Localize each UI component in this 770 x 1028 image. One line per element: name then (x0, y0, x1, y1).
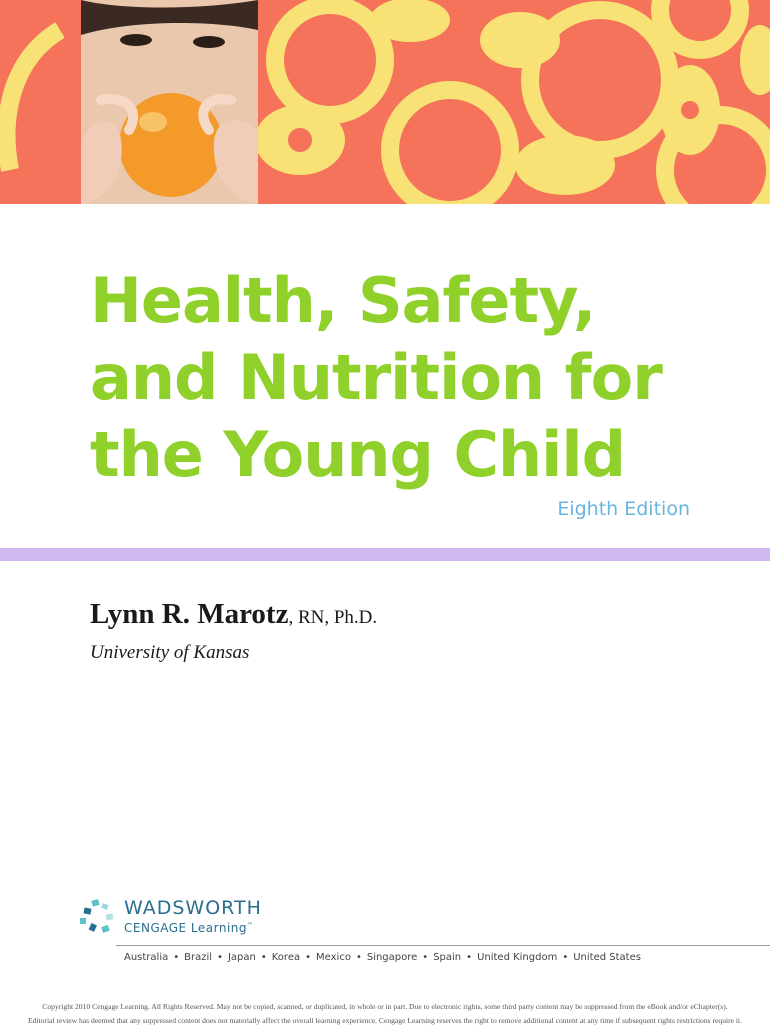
location-item: Spain (433, 952, 462, 963)
edition-label: Eighth Edition (557, 498, 690, 520)
divider-bar (0, 548, 770, 561)
location-item: United Kingdom (477, 952, 558, 963)
separator-dot: • (562, 952, 569, 963)
publisher-locations (124, 952, 641, 963)
publisher-imprint (124, 921, 254, 935)
separator-dot: • (422, 952, 429, 963)
location-item: Japan (227, 952, 256, 963)
separator-dot: • (217, 952, 223, 963)
separator-dot: • (305, 952, 312, 963)
location-item: Korea (271, 952, 301, 963)
copyright-line: Copyright 2010 Cengage Learning. All Rights Reserved. May not be copied, scanned, or duplicated, in whole or in part. Due to electronic rights, some third party content may be suppressed from the eBook and/or eChapter(s). (42, 1002, 728, 1011)
imprint-text: CENGAGE Learning (124, 921, 248, 935)
separator-dot: • (355, 952, 362, 963)
publisher-logo-block (80, 896, 300, 940)
wadsworth-logo-icon (80, 898, 116, 938)
trademark-symbol: ™ (247, 922, 254, 929)
separator-dot: • (466, 952, 473, 963)
location-item: Mexico (316, 952, 351, 963)
separator-dot: • (260, 952, 267, 963)
title-line: Health, Safety, (90, 264, 596, 337)
publisher-name: WADSWORTH (124, 897, 262, 919)
child-photo (81, 0, 258, 204)
location-item: Brazil (184, 952, 213, 963)
cover-banner (0, 0, 770, 204)
author-line (90, 598, 377, 631)
separator-dot: • (173, 952, 180, 963)
author-name: Lynn R. Marotz (90, 598, 289, 630)
author-credentials: , RN, Ph.D. (288, 607, 378, 628)
location-item: Singapore (366, 952, 418, 963)
publisher-divider (116, 945, 770, 946)
copyright-line: Editorial review has deemed that any suppressed content does not materially affect the overall learning experience. Cengage Learning reserves the right to remove additional content at any time if subsequent rights restrictions require it. (27, 1016, 743, 1025)
child-eating-orange-image (81, 0, 258, 204)
location-item: United States (573, 952, 641, 963)
author-affiliation: University of Kansas (90, 642, 250, 663)
location-item: Australia (124, 952, 169, 963)
book-title (90, 262, 750, 493)
title-line: the Young Child (90, 418, 625, 491)
title-line: and Nutrition for (90, 341, 662, 414)
